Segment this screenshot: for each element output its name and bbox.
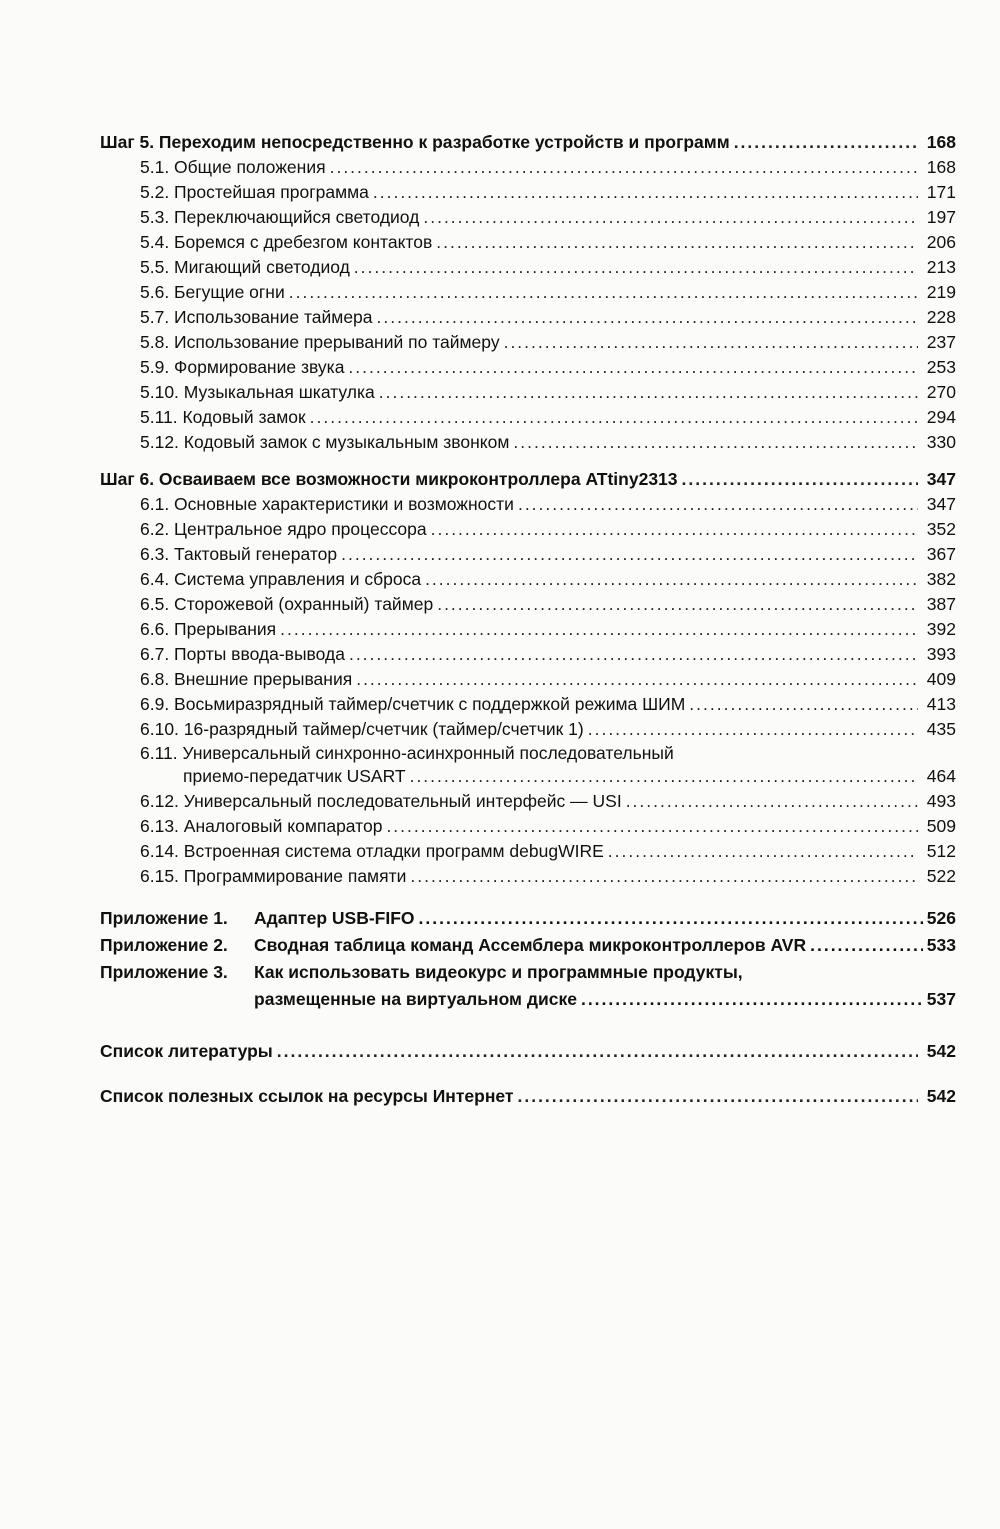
page-number: 392 [926, 619, 956, 639]
leader-dots [513, 430, 918, 455]
section-title: Список полезных ссылок на ресурсы Интернет [100, 1086, 514, 1106]
page-number: 294 [926, 407, 956, 427]
toc-item [100, 567, 956, 592]
page-number: 464 [926, 766, 956, 786]
leader-dots [280, 617, 918, 642]
leader-dots [689, 692, 918, 717]
item-title: 5.10. Музыкальная шкатулка [140, 382, 375, 402]
toc-links [100, 1084, 956, 1109]
page-number: 512 [926, 841, 956, 861]
toc-literature [100, 1039, 956, 1064]
page-number: 435 [926, 719, 956, 739]
leader-dots [517, 1084, 918, 1109]
page-number: 367 [926, 544, 956, 564]
item-title: 6.3. Тактовый генератор [140, 544, 338, 564]
page-number: 219 [926, 282, 956, 302]
leader-dots [608, 839, 918, 864]
leader-dots [436, 230, 918, 255]
appendix-title: Адаптер USB-FIFO [254, 908, 415, 928]
chapter-title: Шаг 6. Осваиваем все возможности микроконтроллера ATtiny2313 [100, 469, 678, 489]
leader-dots [277, 1039, 918, 1064]
page-number: 228 [926, 307, 956, 327]
leader-dots [504, 330, 918, 355]
page-number: 526 [926, 908, 956, 928]
item-title: 6.4. Система управления и сброса [140, 569, 422, 589]
item-title: 6.14. Встроенная система отладки программ debugWIRE [140, 841, 604, 861]
item-title: 6.15. Программирование памяти [140, 866, 407, 886]
page-number: 270 [926, 382, 956, 402]
appendix-title-cont: размещенные на виртуальном диске [254, 989, 577, 1009]
item-title: 6.7. Порты ввода-вывода [140, 644, 345, 664]
toc-appendix-3-line1 [100, 959, 956, 986]
leader-dots [377, 305, 918, 330]
section-title: Список литературы [100, 1041, 273, 1061]
page-number: 537 [926, 989, 956, 1009]
toc-item [100, 355, 956, 380]
toc-item [100, 592, 956, 617]
toc-item [100, 492, 956, 517]
leader-dots [379, 380, 918, 405]
toc-appendix-2 [100, 932, 956, 959]
toc-item [100, 255, 956, 280]
toc-item [100, 280, 956, 305]
leader-dots [423, 205, 918, 230]
leader-dots [289, 280, 918, 305]
page-number: 347 [926, 469, 956, 489]
toc-item [100, 230, 956, 255]
item-title: 5.3. Переключающийся светодиод [140, 207, 420, 227]
item-title: 5.2. Простейшая программа [140, 182, 369, 202]
toc-item [100, 380, 956, 405]
item-title: 5.11. Кодовый замок [140, 407, 306, 427]
page-number: 206 [926, 232, 956, 252]
leader-dots [431, 517, 918, 542]
page-number: 347 [926, 494, 956, 514]
page-number: 387 [926, 594, 956, 614]
item-title: 5.7. Использование таймера [140, 307, 373, 327]
leader-dots [437, 592, 918, 617]
toc-chapter-step5 [100, 130, 956, 155]
page-number: 213 [926, 257, 956, 277]
item-title: 5.8. Использование прерываний по таймеру [140, 332, 500, 352]
toc-item [100, 642, 956, 667]
leader-dots [626, 789, 918, 814]
toc-appendix-1 [100, 905, 956, 932]
toc-item [100, 517, 956, 542]
item-title: 5.1. Общие положения [140, 157, 326, 177]
leader-dots [410, 764, 918, 789]
chapter-title: Шаг 5. Переходим непосредственно к разработке устройств и программ [100, 132, 730, 152]
page-number: 237 [926, 332, 956, 352]
toc-item [100, 542, 956, 567]
item-title: 5.5. Мигающий светодиод [140, 257, 350, 277]
page-number: 533 [926, 935, 956, 955]
page-number: 509 [926, 816, 956, 836]
page-number: 253 [926, 357, 956, 377]
toc-item [100, 617, 956, 642]
page-number: 197 [926, 207, 956, 227]
leader-dots [310, 405, 918, 430]
toc-item [100, 180, 956, 205]
table-of-contents [100, 130, 956, 1109]
page-number: 382 [926, 569, 956, 589]
appendix-label: Приложение 1. [100, 908, 228, 928]
leader-dots [410, 864, 918, 889]
toc-chapter-step6 [100, 467, 956, 492]
item-title: 6.5. Сторожевой (охранный) таймер [140, 594, 434, 614]
toc-item [100, 839, 956, 864]
toc-item [100, 205, 956, 230]
appendix-label: Приложение 3. [100, 962, 228, 982]
item-title: 5.4. Боремся с дребезгом контактов [140, 232, 433, 252]
toc-item [100, 305, 956, 330]
appendix-title: Сводная таблица команд Ассемблера микроконтроллеров AVR [254, 935, 807, 955]
leader-dots [682, 467, 918, 492]
page-number: 542 [926, 1041, 956, 1061]
leader-dots [349, 642, 918, 667]
leader-dots [356, 667, 918, 692]
toc-item [100, 789, 956, 814]
leader-dots [425, 567, 918, 592]
page-number: 168 [926, 132, 956, 152]
item-title: 6.6. Прерывания [140, 619, 277, 639]
toc-item [100, 430, 956, 455]
leader-dots [354, 255, 918, 280]
item-title: 6.2. Центральное ядро процессора [140, 519, 427, 539]
item-title: 5.12. Кодовый замок с музыкальным звонком [140, 432, 510, 452]
item-title: 6.9. Восьмиразрядный таймер/счетчик с поддержкой режима ШИМ [140, 694, 686, 714]
page-number: 542 [926, 1086, 956, 1106]
item-title: 6.1. Основные характеристики и возможности [140, 494, 514, 514]
item-title: 6.12. Универсальный последовательный интерфейс — USI [140, 791, 622, 811]
leader-dots [373, 180, 918, 205]
page-number: 352 [926, 519, 956, 539]
item-title: 5.6. Бегущие огни [140, 282, 285, 302]
toc-item [100, 864, 956, 889]
leader-dots [330, 155, 918, 180]
leader-dots [341, 542, 918, 567]
item-title: 6.10. 16-разрядный таймер/счетчик (таймер/счетчик 1) [140, 719, 584, 739]
leader-dots [386, 814, 918, 839]
appendix-title: Как использовать видеокурс и программные продукты, [254, 962, 743, 982]
leader-dots [518, 492, 918, 517]
toc-item [100, 155, 956, 180]
toc-item [100, 717, 956, 742]
leader-dots [734, 130, 918, 155]
toc-item [100, 405, 956, 430]
leader-dots [581, 986, 923, 1013]
page-number: 413 [926, 694, 956, 714]
item-title: 5.9. Формирование звука [140, 357, 345, 377]
page-number: 493 [926, 791, 956, 811]
leader-dots [810, 932, 923, 959]
item-title: приемо-передатчик USART [183, 766, 406, 786]
page-number: 330 [926, 432, 956, 452]
toc-item [100, 692, 956, 717]
page-number: 409 [926, 669, 956, 689]
leader-dots [348, 355, 918, 380]
page-number: 168 [926, 157, 956, 177]
toc-item [100, 667, 956, 692]
leader-dots [419, 905, 923, 932]
item-title: 6.13. Аналоговый компаратор [140, 816, 383, 836]
toc-item-6-11-line1: 6.11. Универсальный синхронно-асинхронный последовательный [140, 743, 674, 763]
toc-item-6-11-line2 [100, 764, 956, 789]
page-number: 171 [926, 182, 956, 202]
leader-dots [588, 717, 918, 742]
appendix-label: Приложение 2. [100, 935, 228, 955]
toc-item [100, 330, 956, 355]
page-number: 522 [926, 866, 956, 886]
item-title: 6.8. Внешние прерывания [140, 669, 353, 689]
page-number: 393 [926, 644, 956, 664]
toc-appendix-3-line2 [100, 986, 956, 1013]
toc-item [100, 814, 956, 839]
